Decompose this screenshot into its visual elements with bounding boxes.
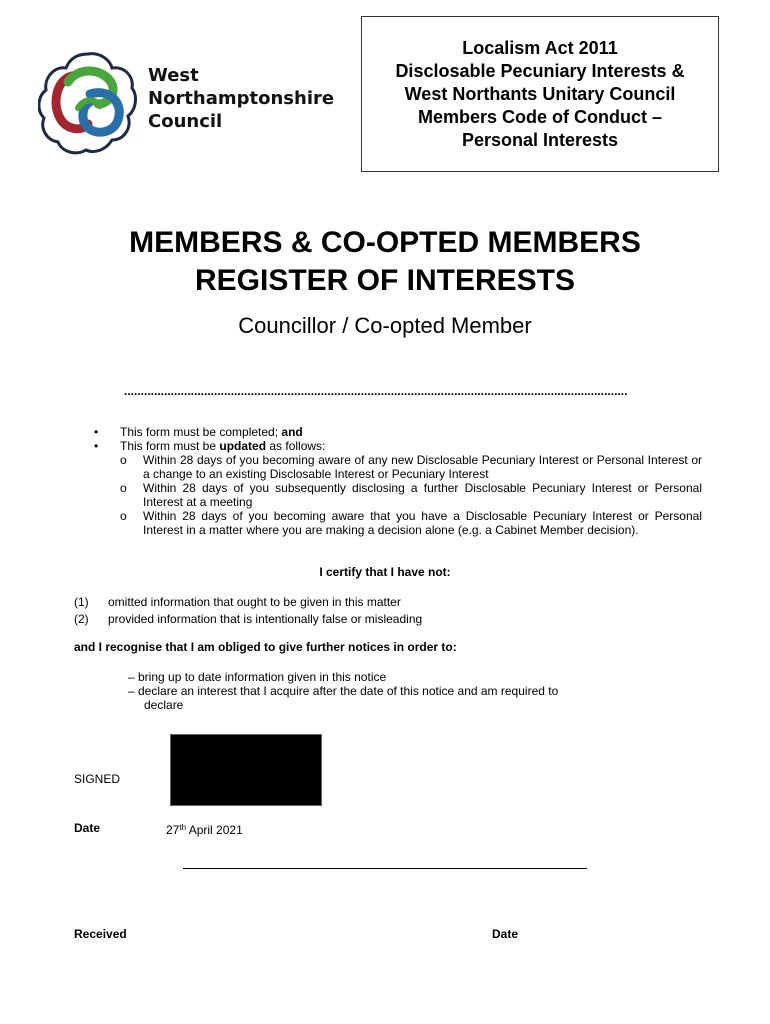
subitem-text: Within 28 days of you subsequently disclosing a further Disclosable Pecuniary Interest or Personal Interest at a meeting bbox=[143, 481, 702, 509]
further-notice-continuation: declare bbox=[144, 698, 184, 712]
name-dotted-line: ....................................................................................................................................................... bbox=[124, 386, 628, 396]
page-subtitle: Councillor / Co-opted Member bbox=[238, 313, 532, 338]
further-notice-item: – bring up to date information given in this notice bbox=[128, 670, 387, 684]
page-title-line: MEMBERS & CO-OPTED MEMBERS bbox=[129, 226, 641, 259]
instruction-bold: and bbox=[281, 425, 303, 439]
date-rest: April 2021 bbox=[186, 823, 243, 837]
instruction-subitem bbox=[92, 453, 702, 481]
sub-bullet-marker: o bbox=[120, 509, 127, 523]
act-header-line: West Northants Unitary Council bbox=[404, 83, 676, 104]
instruction-item bbox=[92, 439, 702, 453]
act-header-box bbox=[361, 16, 719, 172]
page-title bbox=[0, 224, 770, 300]
instructions-list bbox=[92, 425, 702, 537]
sub-bullet-marker: o bbox=[120, 453, 127, 467]
act-header-line: Disclosable Pecuniary Interests & bbox=[395, 60, 685, 81]
council-logo bbox=[38, 48, 138, 160]
instruction-item bbox=[92, 425, 702, 439]
sub-bullet-marker: o bbox=[120, 481, 127, 495]
further-notice-item: – declare an interest that I acquire after the date of this notice and am required to bbox=[128, 684, 559, 698]
certify-item-text: omitted information that ought to be given in this matter bbox=[108, 595, 401, 609]
council-name bbox=[148, 64, 334, 133]
received-label: Received bbox=[74, 927, 127, 941]
certify-list bbox=[74, 595, 674, 629]
page-title-line: REGISTER OF INTERESTS bbox=[194, 264, 576, 297]
signed-label: SIGNED bbox=[74, 772, 121, 786]
recognise-statement: and I recognise that I am obliged to give further notices in order to: bbox=[74, 640, 457, 654]
instruction-text: This form must be bbox=[120, 439, 220, 453]
certify-item-text: provided information that is intentionally false or misleading bbox=[108, 612, 423, 626]
instruction-subitem bbox=[92, 481, 702, 509]
act-header-line: Personal Interests bbox=[461, 129, 619, 150]
date-value bbox=[166, 821, 243, 837]
date-suffix: th bbox=[179, 823, 187, 832]
council-name-line: West bbox=[148, 65, 199, 86]
certify-item-number: (1) bbox=[74, 595, 89, 609]
certify-item bbox=[74, 612, 674, 629]
received-date-label: Date bbox=[492, 927, 519, 941]
received-signature-line bbox=[183, 868, 587, 869]
subitem-text: Within 28 days of you becoming aware of any new Disclosable Pecuniary Interest or Personal Interest or a change to an existing Disclosable Interest or Pecuniary Interest bbox=[143, 453, 702, 481]
instruction-bold: updated bbox=[219, 439, 267, 453]
certify-item-number: (2) bbox=[74, 612, 89, 626]
date-day: 27 bbox=[166, 823, 180, 837]
certify-item bbox=[74, 595, 674, 612]
act-header-line: Members Code of Conduct – bbox=[417, 106, 663, 127]
council-name-line: Northamptonshire bbox=[148, 88, 335, 109]
redacted-signature bbox=[170, 734, 322, 806]
instruction-text: as follows: bbox=[266, 439, 326, 453]
date-label: Date bbox=[74, 821, 101, 835]
bullet-icon: • bbox=[94, 425, 99, 439]
instruction-subitem bbox=[92, 509, 702, 537]
council-name-line: Council bbox=[148, 111, 223, 132]
subitem-text: Within 28 days of you becoming aware that you have a Disclosable Pecuniary Interest or Personal Interest in a matter where you are making a decision alone (e.g. a Cabinet Member decision). bbox=[143, 509, 702, 537]
certify-heading: I certify that I have not: bbox=[319, 565, 451, 579]
act-header-line: Localism Act 2011 bbox=[462, 37, 618, 58]
instruction-text: This form must be completed; bbox=[120, 425, 282, 439]
further-notices-list bbox=[128, 670, 628, 712]
bullet-icon: • bbox=[94, 439, 99, 453]
